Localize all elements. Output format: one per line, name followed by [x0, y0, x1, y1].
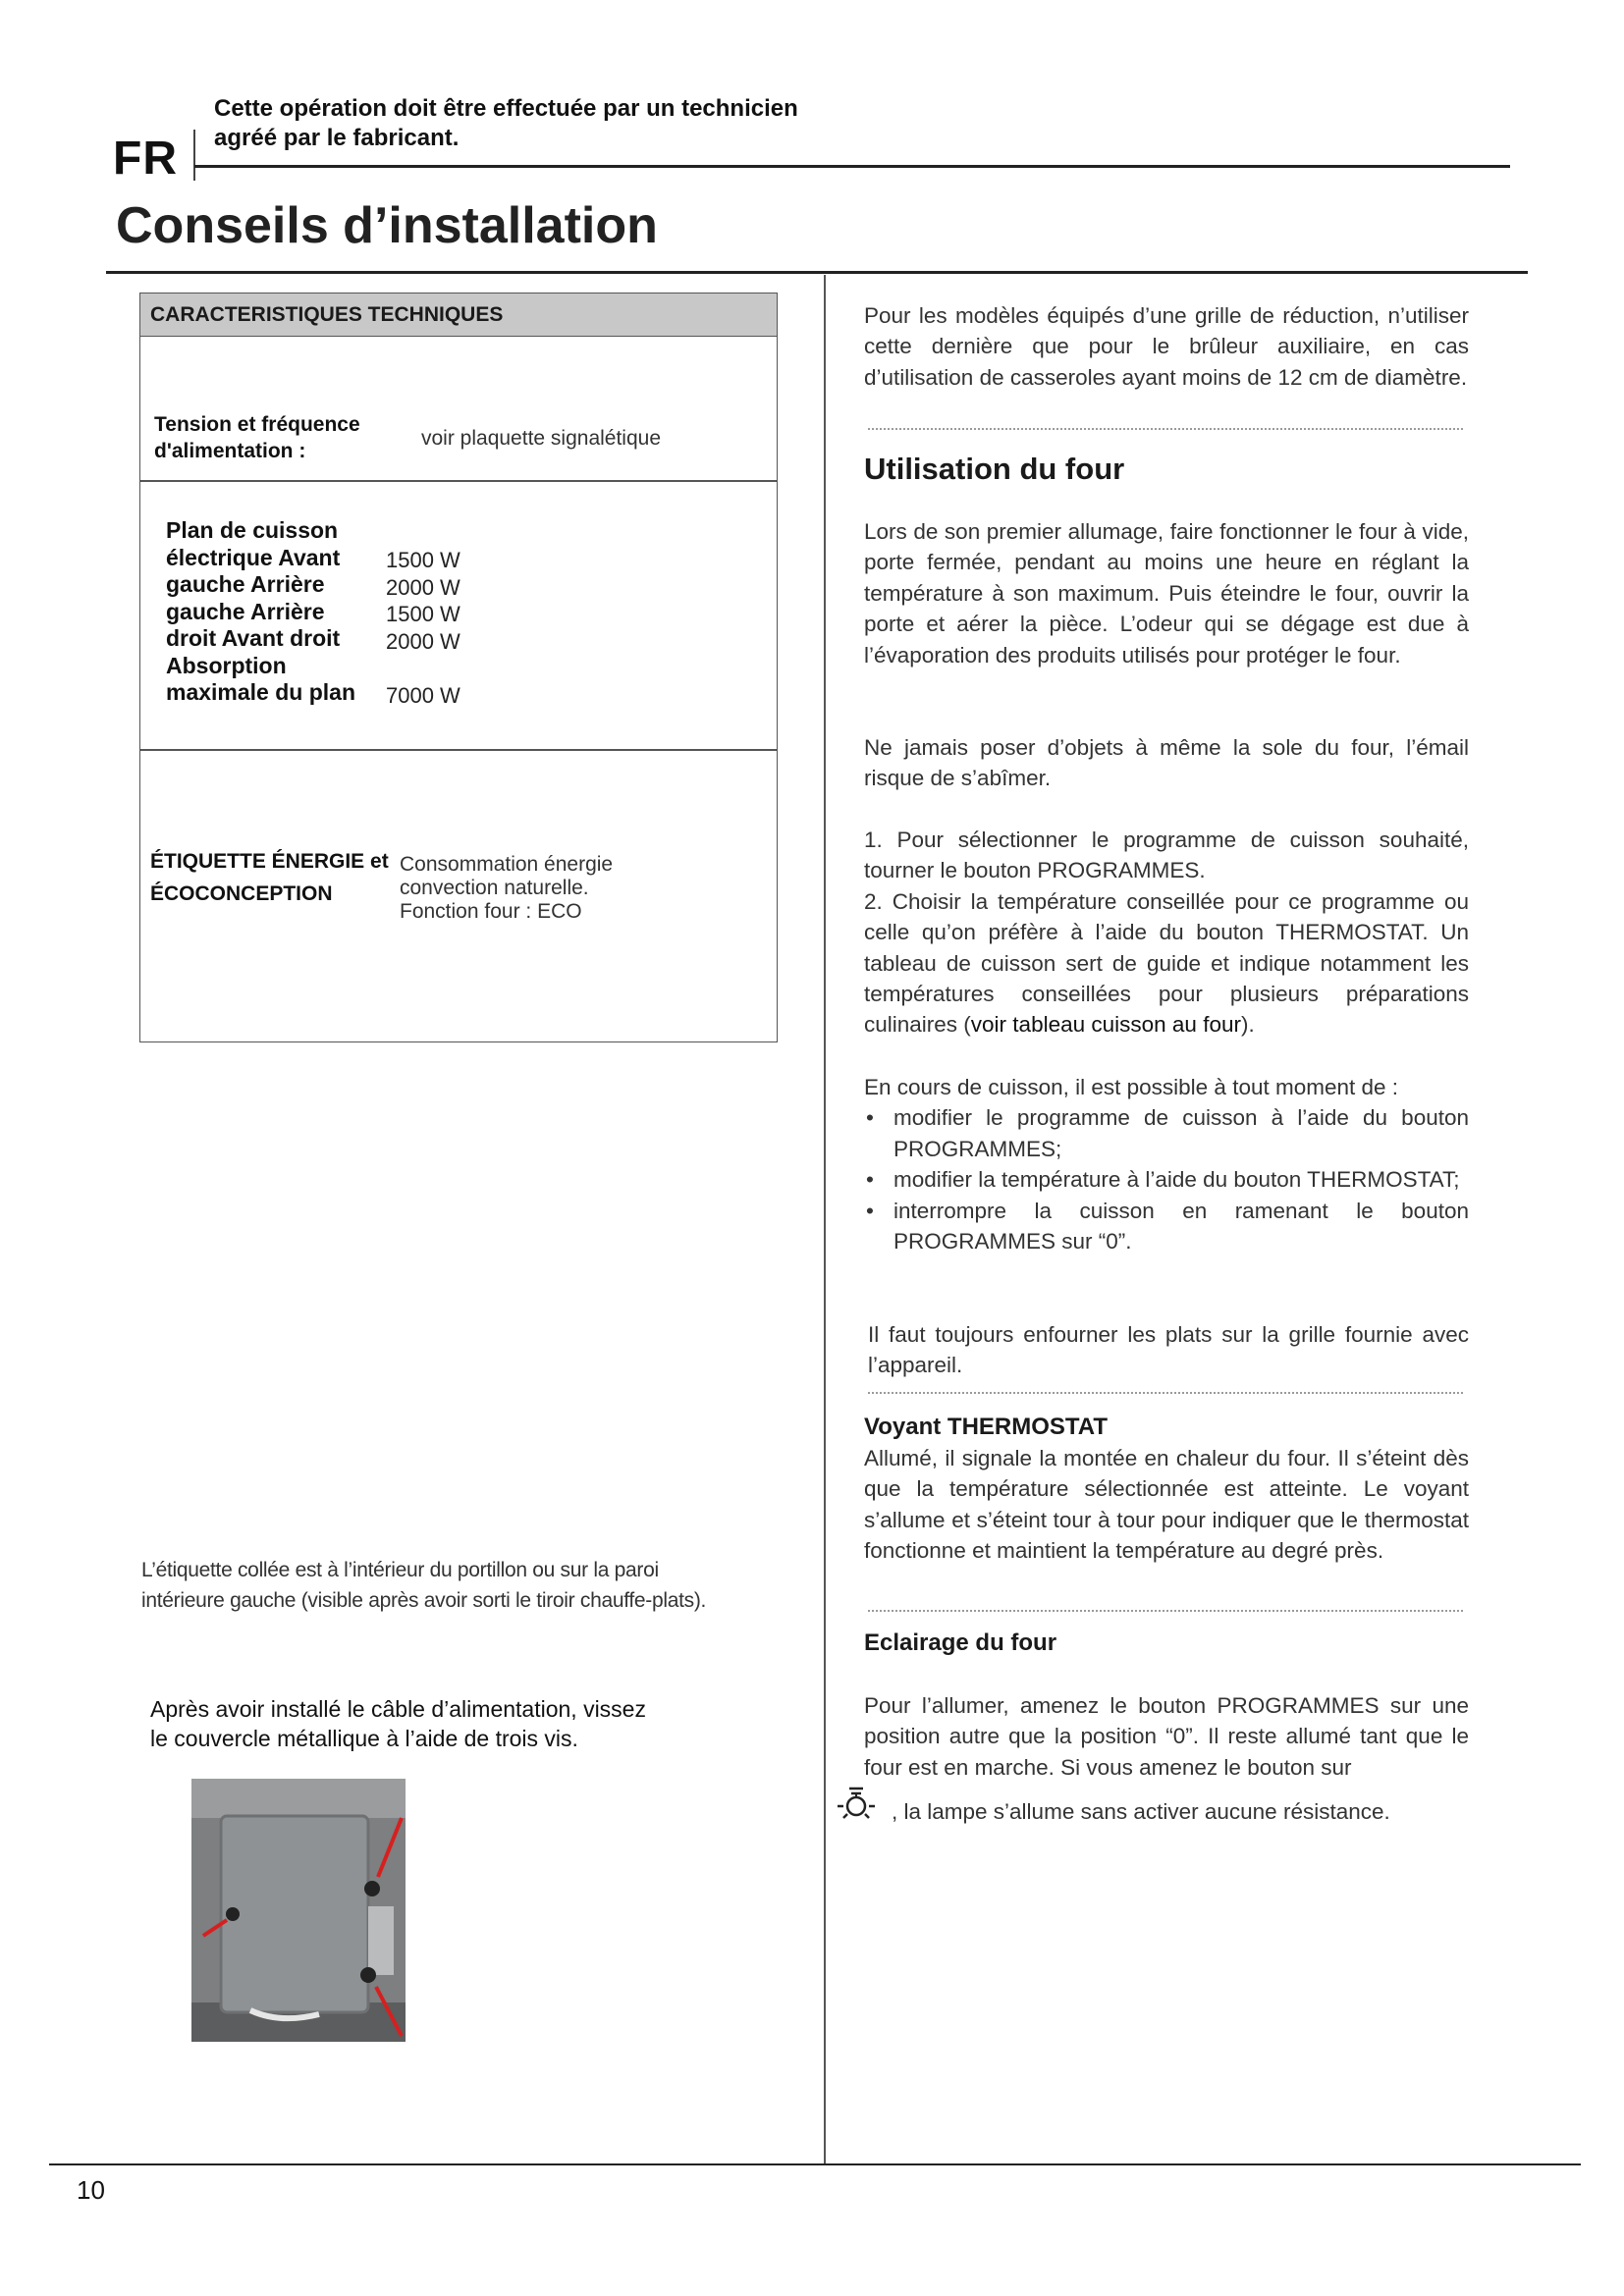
spec-table-heading: CARACTERISTIQUES TECHNIQUES [140, 294, 777, 337]
cable-instruction: Après avoir installé le câble d’alimentation, vissez le couvercle métallique à l’aide de trois vis. [150, 1696, 646, 1751]
lamp-icon [835, 1783, 878, 1826]
during-cooking [864, 1072, 1469, 1256]
footer-rule [49, 2163, 1581, 2165]
first-use-text: Lors de son premier allumage, faire fonctionner le four à vide, porte fermée, pendant au moins une heure en réglant la température à son maximum. Puis éteindre le four, ouvrir la porte et aérer la pièce. L’odeur qui se dégage est due à l’évaporation des produits utilisés pour protéger le four. [864, 519, 1469, 667]
thermostat-light-text: Allumé, il signale la montée en chaleur du four. Il s’éteint dès que la température sélectionnée est atteinte. Le voyant s’allume et s’éteint tour à tour pour indiquer que le thermostat fonctionne et maintient la température au degré près. [864, 1446, 1469, 1564]
rack-note: Il faut toujours enfourner les plats sur la grille fournie avec l’appareil. [868, 1322, 1469, 1378]
dotted-separator [868, 428, 1463, 430]
step-1: 1. Pour sélectionner le programme de cuisson souhaité, tourner le bouton PROGRAMMES. [864, 828, 1469, 883]
header-rule [194, 165, 1510, 168]
power-label: Absorption [166, 652, 287, 678]
power-label: gauche Arrière [166, 571, 325, 597]
power-label: maximale du plan [166, 679, 356, 705]
header-tick [193, 130, 195, 181]
cooking-table-link[interactable]: voir tableau cuisson au four [970, 1012, 1241, 1038]
label-location-note: L’étiquette collée est à l’intérieur du portillon ou sur la paroi intérieure gauche (visible après avoir sorti le tiroir chauffe-plats). [141, 1559, 707, 1612]
power-value: 1500 W [386, 602, 460, 626]
power-label: Plan de cuisson [166, 517, 339, 543]
cover-plate-photo [191, 1779, 406, 2042]
power-label: électrique Avant [166, 544, 341, 570]
spec-table [139, 293, 778, 1042]
thermostat-light-title: Voyant THERMOSTAT [864, 1414, 1108, 1440]
oven-light-text-end: , la lampe s’allume sans activer aucune résistance. [892, 1799, 1390, 1824]
power-labels [166, 517, 355, 707]
list-item: • interrompre la cuisson en ramenant le bouton PROGRAMMES sur “0”. [866, 1198, 1469, 1255]
oven-light-title: Eclairage du four [864, 1629, 1057, 1656]
oven-light-text: Pour l’allumer, amenez le bouton PROGRAMMES sur une position autre que la position “0”. Il reste allumé tant que le four est en marche. Si vous amenez le bouton sur [864, 1693, 1469, 1780]
program-steps [864, 825, 1469, 1041]
step-2: 2. Choisir la température conseillée pour ce programme ou celle qu’on préfère à l’aide du bouton THERMOSTAT. Un tableau de cuisson sert de guide et indique notamment les températures conseillées pour plusieurs préparations culinaires (voir tableau cuisson au four). [864, 888, 1469, 1038]
dotted-separator [868, 1610, 1463, 1612]
reduction-grille-text: Pour les modèles équipés d’une grille de réduction, n’utiliser cette dernière que pour le brûleur auxiliaire, en cas d’utilisation de casseroles ayant moins de 12 cm de diamètre. [864, 303, 1469, 390]
oven-floor-warning: Ne jamais poser d’objets à même la sole du four, l’émail risque de s’abîmer. [864, 735, 1469, 791]
oven-use-title: Utilisation du four [864, 452, 1125, 486]
page-number: 10 [77, 2175, 105, 2205]
power-value: 7000 W [386, 682, 460, 708]
page-title: Conseils d’installation [116, 197, 658, 254]
spec-row-divider [140, 749, 777, 751]
spec-row-divider [140, 480, 777, 482]
language-code: FR [113, 133, 178, 185]
power-label: gauche Arrière [166, 598, 325, 624]
title-rule [106, 271, 1528, 274]
power-value: 1500 W [386, 548, 460, 572]
power-values [386, 547, 460, 709]
during-intro: En cours de cuisson, il est possible à tout moment de : [864, 1075, 1399, 1099]
dotted-separator [868, 1392, 1463, 1394]
power-label: droit Avant droit [166, 625, 341, 651]
list-item: • modifier la température à l’aide du bouton THERMOSTAT; [866, 1167, 1460, 1193]
energy-value: Consommation énergie convection naturelle. Fonction four : ECO [400, 853, 614, 923]
voltage-label: Tension et fréquence d'alimentation : [154, 413, 360, 462]
list-item: • modifier le programme de cuisson à l’aide du bouton PROGRAMMES; [866, 1105, 1469, 1161]
voltage-value: voir plaquette signalétique [421, 427, 662, 450]
power-value: 2000 W [386, 628, 460, 654]
power-value: 2000 W [386, 574, 460, 600]
energy-label: ÉTIQUETTE ÉNERGIE et ÉCOCONCEPTION [150, 850, 389, 905]
technician-note: Cette opération doit être effectuée par un technicien agréé par le fabricant. [214, 95, 798, 151]
cover-plate-illustration [191, 1779, 406, 2042]
column-divider [824, 275, 826, 2164]
